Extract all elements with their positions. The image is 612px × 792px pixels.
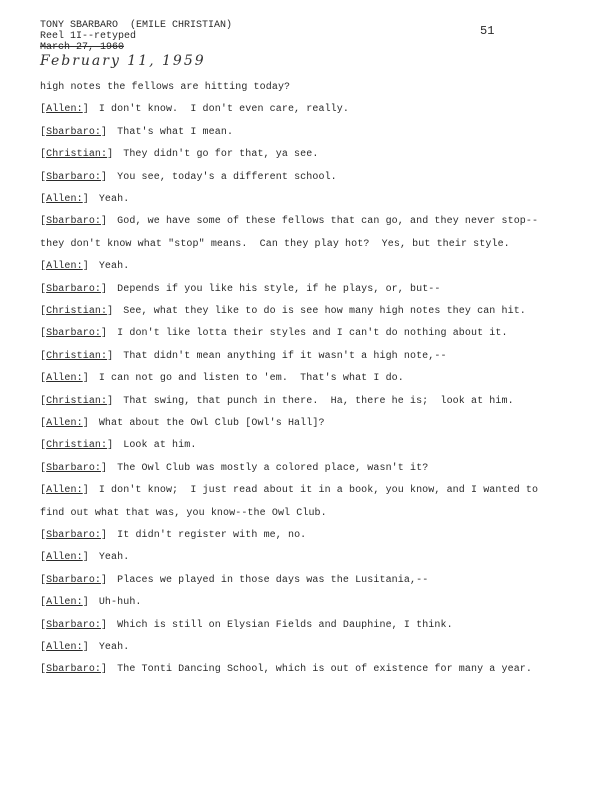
speaker-label: [Sbarbaro:]: [40, 574, 108, 586]
speaker-label: [Christian:]: [40, 395, 114, 407]
speaker-label: [Sbarbaro:]: [40, 126, 108, 138]
utterance-text: Which is still on Elysian Fields and Dauphine, I think.: [117, 619, 453, 631]
speaker-label: [Christian:]: [40, 149, 114, 161]
utterance-text: I don't know; I just read about it in a book, you know, and I wanted to: [98, 485, 539, 497]
utterance-text: Uh-huh.: [98, 597, 142, 609]
speaker-name: Sbarbaro:: [46, 462, 102, 474]
utterance-text: Yeah.: [98, 194, 130, 205]
transcript-line: [40, 530, 580, 542]
speaker-label: [Allen:]: [40, 552, 89, 564]
speaker-name: Sbarbaro:: [46, 530, 102, 541]
utterance-text: find out what that was, you know--the Owl Club.: [40, 507, 327, 519]
speaker-label: [Allen:]: [40, 597, 89, 609]
header-reel: Reel 1I--retyped: [40, 31, 137, 42]
utterance-text: they don't know what "stop" means. Can they play hot? Yes, but their style.: [40, 238, 510, 250]
speaker-name: Christian:: [46, 440, 108, 452]
transcript-line: [40, 194, 580, 206]
speaker-name: Sbarbaro:: [46, 664, 102, 676]
utterance-text: Yeah.: [98, 642, 130, 653]
transcript-line: [40, 306, 580, 318]
transcript-line: [40, 597, 580, 609]
utterance-text: That's what I mean.: [117, 126, 234, 138]
speaker-label: [Sbarbaro:]: [40, 328, 108, 340]
handwritten-date: February 11, 1959: [40, 53, 206, 69]
speaker-label: [Christian:]: [40, 350, 114, 362]
speaker-name: Christian:: [46, 395, 108, 407]
speaker-label: [Allen:]: [40, 485, 89, 497]
speaker-name: Allen:: [46, 194, 83, 205]
speaker-name: Sbarbaro:: [46, 574, 102, 586]
speaker-label: [Sbarbaro:]: [40, 216, 108, 228]
utterance-text: What about the Owl Club [Owl's Hall]?: [98, 418, 325, 429]
speaker-name: Christian:: [46, 306, 108, 317]
transcript-line: [40, 284, 580, 296]
speaker-name: Allen:: [46, 485, 83, 497]
utterance-text: I can not go and listen to 'em. That's what I do.: [98, 373, 404, 385]
transcript-line: [40, 104, 580, 116]
speaker-label: [Christian:]: [40, 440, 114, 452]
transcript-line: [40, 575, 580, 587]
utterance-text: That didn't mean anything if it wasn't a high note,--: [123, 350, 447, 362]
speaker-label: [Allen:]: [40, 642, 89, 653]
speaker-label: [Sbarbaro:]: [40, 619, 108, 631]
transcript-line: [40, 172, 580, 184]
speaker-name: Allen:: [46, 642, 83, 653]
transcript-line: [40, 127, 580, 139]
speaker-label: [Allen:]: [40, 194, 89, 205]
transcript-line: [40, 82, 580, 94]
speaker-label: [Christian:]: [40, 306, 114, 317]
speaker-name: Allen:: [46, 104, 83, 116]
utterance-text: high notes the fellows are hitting today?: [40, 82, 291, 93]
speaker-name: Sbarbaro:: [46, 171, 102, 183]
speaker-name: Christian:: [46, 350, 108, 362]
transcript-line: [40, 418, 580, 430]
transcript-line: [40, 664, 580, 676]
speaker-name: Sbarbaro:: [46, 619, 102, 631]
speaker-label: [Sbarbaro:]: [40, 530, 108, 541]
utterance-text: I don't know. I don't even care, really.: [98, 104, 349, 116]
utterance-text: They didn't go for that, ya see.: [123, 149, 319, 161]
transcript-line: [40, 328, 580, 340]
utterance-text: That swing, that punch in there. Ha, there he is; look at him.: [123, 395, 514, 407]
transcript-line: [40, 440, 580, 452]
transcript-line: [40, 485, 580, 497]
speaker-name: Allen:: [46, 418, 83, 429]
utterance-text: Look at him.: [123, 440, 197, 452]
speaker-name: Allen:: [46, 261, 83, 273]
utterance-text: The Tonti Dancing School, which is out of existence for many a year.: [117, 664, 533, 676]
utterance-text: I don't like lotta their styles and I can't do nothing about it.: [117, 328, 508, 340]
transcript-line: [40, 351, 580, 363]
speaker-label: [Sbarbaro:]: [40, 171, 108, 183]
utterance-text: Places we played in those days was the Lusitania,--: [117, 574, 429, 586]
transcript-line: [40, 261, 580, 273]
speaker-name: Sbarbaro:: [46, 216, 102, 228]
speaker-label: [Allen:]: [40, 104, 89, 116]
transcript-line: [40, 396, 580, 408]
transcript-line: [40, 149, 580, 161]
header-date-struck: March 27, 1960: [40, 42, 125, 53]
speaker-label: [Allen:]: [40, 418, 89, 429]
speaker-name: Sbarbaro:: [46, 328, 102, 340]
utterance-text: The Owl Club was mostly a colored place, wasn't it?: [117, 462, 429, 474]
transcript-line: [40, 373, 580, 385]
speaker-name: Allen:: [46, 373, 83, 385]
speaker-name: Allen:: [46, 552, 83, 564]
speaker-label: [Sbarbaro:]: [40, 462, 108, 474]
transcript-line: [40, 216, 580, 228]
transcript-line: [40, 552, 580, 564]
utterance-text: It didn't register with me, no.: [117, 530, 307, 541]
utterance-text: Yeah.: [98, 552, 130, 564]
transcript-line: [40, 463, 580, 475]
utterance-text: See, what they like to do is see how many high notes they can hit.: [123, 306, 526, 317]
document-header: [40, 20, 232, 53]
utterance-text: Depends if you like his style, if he plays, or, but--: [117, 283, 441, 295]
speaker-label: [Sbarbaro:]: [40, 283, 108, 295]
speaker-label: [Allen:]: [40, 261, 89, 273]
transcript-line: [40, 642, 580, 654]
speaker-name: Christian:: [46, 149, 108, 161]
transcript-line: [40, 620, 580, 632]
speaker-label: [Sbarbaro:]: [40, 664, 108, 676]
utterance-text: You see, today's a different school.: [117, 171, 337, 183]
page-number: 51: [480, 24, 495, 38]
speaker-name: Allen:: [46, 597, 83, 609]
transcript-line: [40, 508, 580, 520]
header-title: TONY SBARBARO (EMILE CHRISTIAN): [40, 20, 233, 31]
transcript-line: [40, 239, 580, 251]
speaker-name: Sbarbaro:: [46, 283, 102, 295]
utterance-text: God, we have some of these fellows that can go, and they never stop--: [117, 216, 539, 228]
utterance-text: Yeah.: [98, 261, 130, 273]
speaker-name: Sbarbaro:: [46, 126, 102, 138]
speaker-label: [Allen:]: [40, 373, 89, 385]
